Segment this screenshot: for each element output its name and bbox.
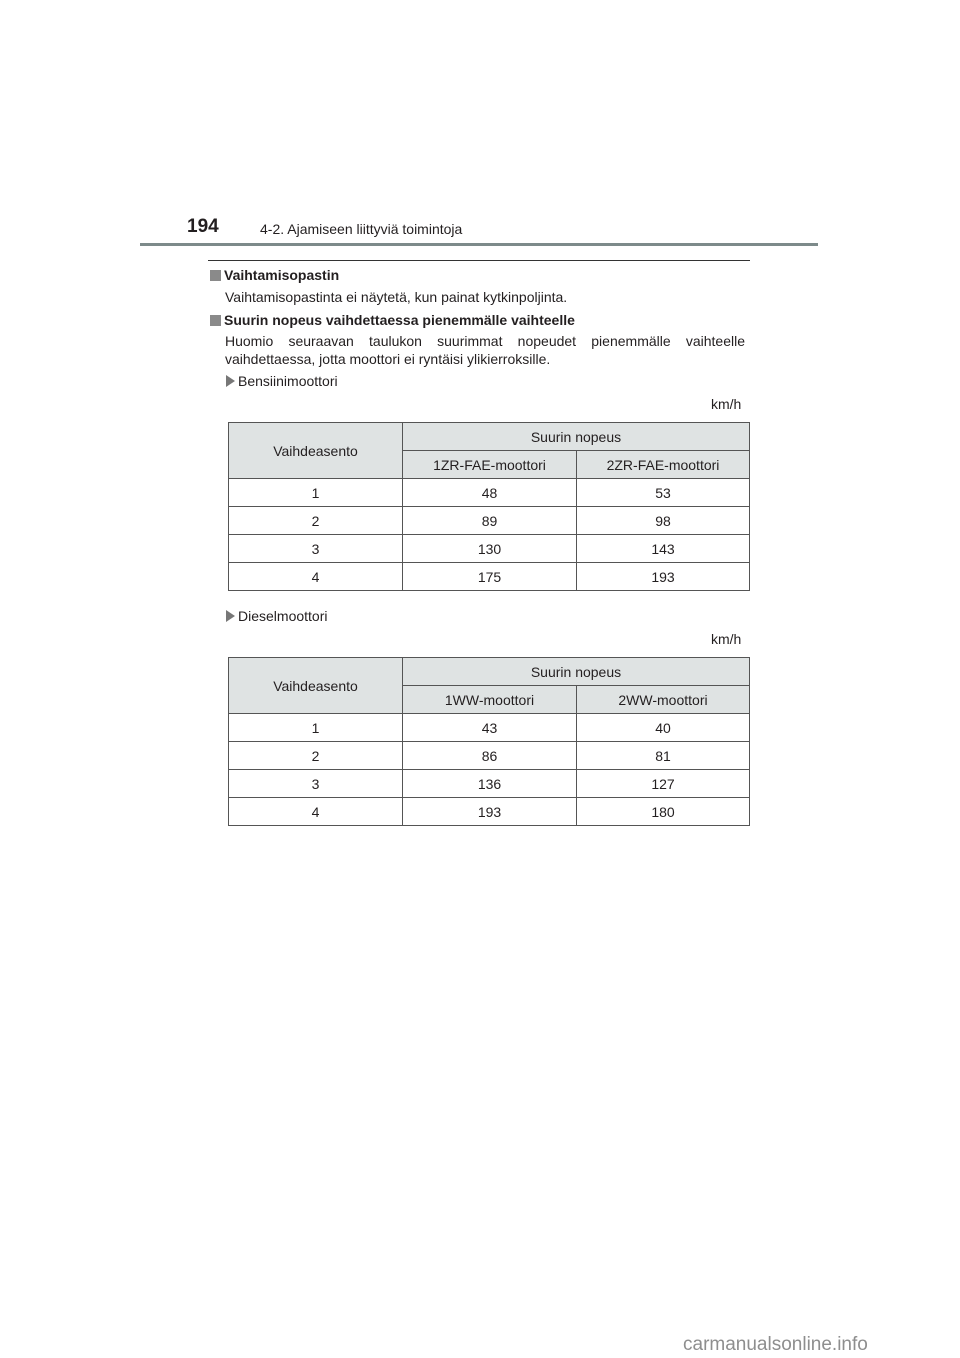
cell: 43 xyxy=(403,714,577,742)
paragraph: Vaihtamisopastinta ei näytetä, kun painat kytkinpoljinta. xyxy=(225,289,568,305)
cell: 2 xyxy=(229,507,403,535)
label: Dieselmoottori xyxy=(238,608,328,624)
cell: 98 xyxy=(577,507,750,535)
cell: 3 xyxy=(229,770,403,798)
cell: 143 xyxy=(577,535,750,563)
label: Bensiinimoottori xyxy=(238,373,338,389)
cell: 53 xyxy=(577,479,750,507)
triangle-bullet-icon xyxy=(226,375,235,387)
cell: 1 xyxy=(229,479,403,507)
heading-text: Vaihtamisopastin xyxy=(224,267,340,283)
header-speed: Suurin nopeus xyxy=(403,423,750,451)
cell: 2 xyxy=(229,742,403,770)
triangle-bullet-icon xyxy=(226,610,235,622)
cell: 40 xyxy=(577,714,750,742)
cell: 127 xyxy=(577,770,750,798)
table-row xyxy=(229,798,750,826)
watermark: carmanualsonline.info xyxy=(683,1334,868,1355)
section-title: 4-2. Ajamiseen liittyviä toimintoja xyxy=(260,221,463,237)
table-row xyxy=(229,535,750,563)
table-row xyxy=(229,714,750,742)
unit-label: km/h xyxy=(711,396,742,412)
subheading-petrol xyxy=(226,373,338,389)
header-engine: 1WW-moottori xyxy=(403,686,577,714)
cell: 89 xyxy=(403,507,577,535)
cell: 4 xyxy=(229,563,403,591)
cell: 1 xyxy=(229,714,403,742)
petrol-speed-table xyxy=(228,422,750,591)
header-engine: 1ZR-FAE-moottori xyxy=(403,451,577,479)
header-rule xyxy=(140,243,818,246)
header-gear: Vaihdeasento xyxy=(229,658,403,714)
paragraph: Huomio seuraavan taulukon suurimmat nopeudet pienemmälle vaihteelle xyxy=(225,333,745,349)
cell: 193 xyxy=(577,563,750,591)
table-row xyxy=(229,507,750,535)
table-row xyxy=(229,479,750,507)
cell: 175 xyxy=(403,563,577,591)
cell: 3 xyxy=(229,535,403,563)
heading-text: Suurin nopeus vaihdettaessa pienemmälle vaihteelle xyxy=(224,312,575,328)
cell: 48 xyxy=(403,479,577,507)
heading-max-speed xyxy=(210,312,575,328)
heading-vaihtamisopastin xyxy=(210,267,339,283)
header-speed: Suurin nopeus xyxy=(403,658,750,686)
unit-label: km/h xyxy=(711,631,742,647)
cell: 180 xyxy=(577,798,750,826)
subheading-diesel xyxy=(226,608,327,624)
header-gear: Vaihdeasento xyxy=(229,423,403,479)
square-bullet-icon xyxy=(210,270,221,281)
cell: 86 xyxy=(403,742,577,770)
table-row xyxy=(229,742,750,770)
square-bullet-icon xyxy=(210,315,221,326)
cell: 136 xyxy=(403,770,577,798)
paragraph: vaihdettaessa, jotta moottori ei ryntäisi ylikierroksille. xyxy=(225,351,551,367)
diesel-speed-table xyxy=(228,657,750,826)
cell: 130 xyxy=(403,535,577,563)
divider xyxy=(208,260,750,261)
cell: 4 xyxy=(229,798,403,826)
header-engine: 2ZR-FAE-moottori xyxy=(577,451,750,479)
cell: 193 xyxy=(403,798,577,826)
table-row xyxy=(229,770,750,798)
table-row xyxy=(229,563,750,591)
header-engine: 2WW-moottori xyxy=(577,686,750,714)
page-number: 194 xyxy=(187,216,219,237)
cell: 81 xyxy=(577,742,750,770)
